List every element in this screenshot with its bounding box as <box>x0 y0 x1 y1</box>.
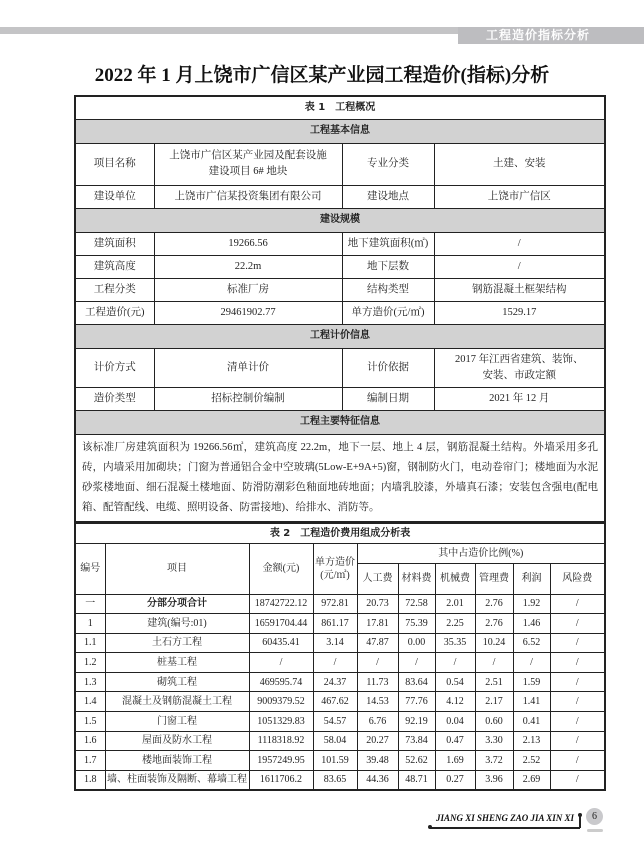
table-row <box>75 770 605 790</box>
project-name <box>154 143 342 185</box>
label: 计价依据 <box>342 348 434 387</box>
header-mgmt: 管理费 <box>475 563 513 594</box>
value <box>434 348 605 387</box>
cell-no: 一 <box>75 594 105 614</box>
cell-amount: 1118318.92 <box>249 731 313 751</box>
project-name-line: 建设项目 6# 地块 <box>208 166 288 177</box>
cell-no: 1 <box>75 614 105 634</box>
cell-profit: 1.41 <box>513 692 550 712</box>
cell-risk: / <box>550 633 605 653</box>
section-header: 工程造价指标分析 <box>458 27 644 44</box>
cell-material: 77.76 <box>398 692 435 712</box>
cell-mgmt: 3.96 <box>475 770 513 790</box>
label: 单方造价(元/㎡) <box>342 301 434 324</box>
page-number: 6 <box>586 808 603 825</box>
header-profit: 利润 <box>513 563 550 594</box>
cell-machine: 0.27 <box>435 770 475 790</box>
cell-mgmt: 2.76 <box>475 594 513 614</box>
cell-labor: 20.73 <box>357 594 398 614</box>
page-title: 2022 年 1 月上饶市广信区某产业园工程造价(指标)分析 <box>94 65 550 86</box>
label: 建设单位 <box>75 185 154 208</box>
cell-machine: 2.01 <box>435 594 475 614</box>
value: 招标控制价编制 <box>154 387 342 410</box>
value: / <box>434 255 605 278</box>
label: 结构类型 <box>342 278 434 301</box>
journal-name: JIANG XI SHENG ZAO JIA XIN XI <box>435 813 574 823</box>
section-scale: 建设规模 <box>75 208 605 232</box>
header-item: 项目 <box>105 543 249 594</box>
value: 19266.56 <box>154 232 342 255</box>
project-overview-table <box>74 95 606 523</box>
cell-amount: 1957249.95 <box>249 751 313 771</box>
cell-unit-cost: 861.17 <box>313 614 357 634</box>
cell-labor: 6.76 <box>357 712 398 732</box>
cell-mgmt: 2.76 <box>475 614 513 634</box>
label: 地下层数 <box>342 255 434 278</box>
cell-unit-cost: 24.37 <box>313 672 357 692</box>
cell-no: 1.8 <box>75 770 105 790</box>
cell-risk: / <box>550 751 605 771</box>
footer-dot <box>578 813 582 817</box>
table-row <box>75 672 605 692</box>
cell-risk: / <box>550 672 605 692</box>
cell-labor: / <box>357 653 398 673</box>
table-row <box>75 594 605 614</box>
cell-no: 1.3 <box>75 672 105 692</box>
footer-dot <box>428 825 432 829</box>
label: 建筑面积 <box>75 232 154 255</box>
cell-unit-cost: 972.81 <box>313 594 357 614</box>
cell-risk: / <box>550 712 605 732</box>
cell-amount: 18742722.12 <box>249 594 313 614</box>
value: 清单计价 <box>154 348 342 387</box>
cell-unit-cost: 101.59 <box>313 751 357 771</box>
header-no: 编号 <box>75 543 105 594</box>
value: / <box>434 232 605 255</box>
cell-mgmt: 10.24 <box>475 633 513 653</box>
project-name-line: 上饶市广信区某产业园及配套设施 <box>169 150 327 161</box>
table-row <box>75 712 605 732</box>
header-machine: 机械费 <box>435 563 475 594</box>
value: 29461902.77 <box>154 301 342 324</box>
label: 建设地点 <box>342 185 434 208</box>
cell-amount: 1611706.2 <box>249 770 313 790</box>
cell-profit: 2.52 <box>513 751 550 771</box>
cell-profit: 1.59 <box>513 672 550 692</box>
cell-unit-cost: 58.04 <box>313 731 357 751</box>
footer-rule <box>430 827 580 829</box>
cell-mgmt: 2.51 <box>475 672 513 692</box>
cell-profit: / <box>513 653 550 673</box>
value: 土建、安装 <box>434 143 605 185</box>
cell-machine: 0.54 <box>435 672 475 692</box>
cell-mgmt: 3.72 <box>475 751 513 771</box>
cell-material: 52.62 <box>398 751 435 771</box>
header-material: 材料费 <box>398 563 435 594</box>
cell-unit-cost: 467.62 <box>313 692 357 712</box>
cell-item: 分部分项合计 <box>105 594 249 614</box>
cell-amount: 469595.74 <box>249 672 313 692</box>
cell-amount: 1051329.83 <box>249 712 313 732</box>
cell-profit: 1.92 <box>513 594 550 614</box>
cell-material: / <box>398 653 435 673</box>
cell-mgmt: 3.30 <box>475 731 513 751</box>
cell-item: 土石方工程 <box>105 633 249 653</box>
cell-profit: 1.46 <box>513 614 550 634</box>
table-row <box>75 731 605 751</box>
table-caption: 表 1 工程概况 <box>75 96 605 119</box>
basis-line: 安装、市政定额 <box>482 369 556 381</box>
value: 标准厂房 <box>154 278 342 301</box>
cell-machine: 1.69 <box>435 751 475 771</box>
basis-line: 2017 年江西省建筑、装饰、 <box>454 353 584 365</box>
table-row <box>75 614 605 634</box>
cell-material: 75.39 <box>398 614 435 634</box>
label: 项目名称 <box>75 143 154 185</box>
cell-no: 1.4 <box>75 692 105 712</box>
cell-item: 楼地面装饰工程 <box>105 751 249 771</box>
page-number-shadow <box>587 829 603 832</box>
value: 2021 年 12 月 <box>434 387 605 410</box>
cell-labor: 44.36 <box>357 770 398 790</box>
cell-unit-cost: / <box>313 653 357 673</box>
cell-machine: 35.35 <box>435 633 475 653</box>
cell-profit: 0.41 <box>513 712 550 732</box>
label: 建筑高度 <box>75 255 154 278</box>
cell-mgmt: 2.17 <box>475 692 513 712</box>
cell-amount: 60435.41 <box>249 633 313 653</box>
header-ratio: 其中占造价比例(%) <box>357 543 605 563</box>
cell-amount: 16591704.44 <box>249 614 313 634</box>
cell-risk: / <box>550 731 605 751</box>
cell-item: 门窗工程 <box>105 712 249 732</box>
value: 上饶市广信某投资集团有限公司 <box>154 185 342 208</box>
cell-material: 92.19 <box>398 712 435 732</box>
cell-item: 建筑(编号:01) <box>105 614 249 634</box>
table-row <box>75 633 605 653</box>
label: 计价方式 <box>75 348 154 387</box>
cell-no: 1.5 <box>75 712 105 732</box>
label: 工程分类 <box>75 278 154 301</box>
cell-no: 1.6 <box>75 731 105 751</box>
cell-material: 72.58 <box>398 594 435 614</box>
cell-machine: 2.25 <box>435 614 475 634</box>
table-caption: 表 2 工程造价费用组成分析表 <box>75 523 605 543</box>
value: 22.2m <box>154 255 342 278</box>
header-labor: 人工费 <box>357 563 398 594</box>
cell-profit: 2.13 <box>513 731 550 751</box>
cell-unit-cost: 83.65 <box>313 770 357 790</box>
features-paragraph: 该标准厂房建筑面积为 19266.56㎡，建筑高度 22.2m，地下一层、地上 4 层，钢筋混凝土结构。外墙采用多孔砖，内墙采用加砌块；门窗为普通铝合金中空玻璃(5Low-E+9A+5)窗，钢制防火门，电动卷帘门；楼地面为水泥砂浆楼地面、细石混凝土楼地面、防滑防潮彩色釉面地砖地面；内墙乳胶漆，外墙真石漆；安装包含强电(配电箱、配管配线、电缆、照明设备、防雷接地)、给排水、消防等。 <box>75 434 605 522</box>
cell-mgmt: 0.60 <box>475 712 513 732</box>
cell-profit: 2.69 <box>513 770 550 790</box>
header-unit-cost: 单方造价(元/㎡) <box>313 543 357 594</box>
cell-unit-cost: 3.14 <box>313 633 357 653</box>
cell-labor: 11.73 <box>357 672 398 692</box>
cell-item: 屋面及防水工程 <box>105 731 249 751</box>
label: 工程造价(元) <box>75 301 154 324</box>
cell-risk: / <box>550 653 605 673</box>
table-row <box>75 692 605 712</box>
cell-labor: 39.48 <box>357 751 398 771</box>
cell-material: 48.71 <box>398 770 435 790</box>
cell-item: 混凝土及钢筋混凝土工程 <box>105 692 249 712</box>
cell-item: 砌筑工程 <box>105 672 249 692</box>
label: 造价类型 <box>75 387 154 410</box>
value: 上饶市广信区 <box>434 185 605 208</box>
cell-item: 墙、柱面装饰及隔断、幕墙工程 <box>105 770 249 790</box>
cell-mgmt: / <box>475 653 513 673</box>
header-risk: 风险费 <box>550 563 605 594</box>
table-row <box>75 751 605 771</box>
cell-amount: 9009379.52 <box>249 692 313 712</box>
cell-risk: / <box>550 770 605 790</box>
cell-profit: 6.52 <box>513 633 550 653</box>
cell-risk: / <box>550 594 605 614</box>
section-basic: 工程基本信息 <box>75 119 605 143</box>
label: 地下建筑面积(㎡) <box>342 232 434 255</box>
cell-no: 1.2 <box>75 653 105 673</box>
section-pricing: 工程计价信息 <box>75 324 605 348</box>
cell-machine: 4.12 <box>435 692 475 712</box>
cost-composition-table <box>74 522 606 791</box>
value: 1529.17 <box>434 301 605 324</box>
header-amount: 金额(元) <box>249 543 313 594</box>
cell-item: 桩基工程 <box>105 653 249 673</box>
cell-material: 83.64 <box>398 672 435 692</box>
value: 钢筋混凝土框架结构 <box>434 278 605 301</box>
cell-amount: / <box>249 653 313 673</box>
section-features: 工程主要特征信息 <box>75 410 605 434</box>
label: 专业分类 <box>342 143 434 185</box>
cell-labor: 20.27 <box>357 731 398 751</box>
cell-machine: 0.04 <box>435 712 475 732</box>
cell-unit-cost: 54.57 <box>313 712 357 732</box>
cell-risk: / <box>550 692 605 712</box>
cell-labor: 47.87 <box>357 633 398 653</box>
cell-labor: 14.53 <box>357 692 398 712</box>
cell-no: 1.7 <box>75 751 105 771</box>
cell-labor: 17.81 <box>357 614 398 634</box>
table-row <box>75 653 605 673</box>
cell-material: 73.84 <box>398 731 435 751</box>
cell-machine: / <box>435 653 475 673</box>
cell-risk: / <box>550 614 605 634</box>
cell-no: 1.1 <box>75 633 105 653</box>
label: 编制日期 <box>342 387 434 410</box>
cell-machine: 0.47 <box>435 731 475 751</box>
cell-material: 0.00 <box>398 633 435 653</box>
